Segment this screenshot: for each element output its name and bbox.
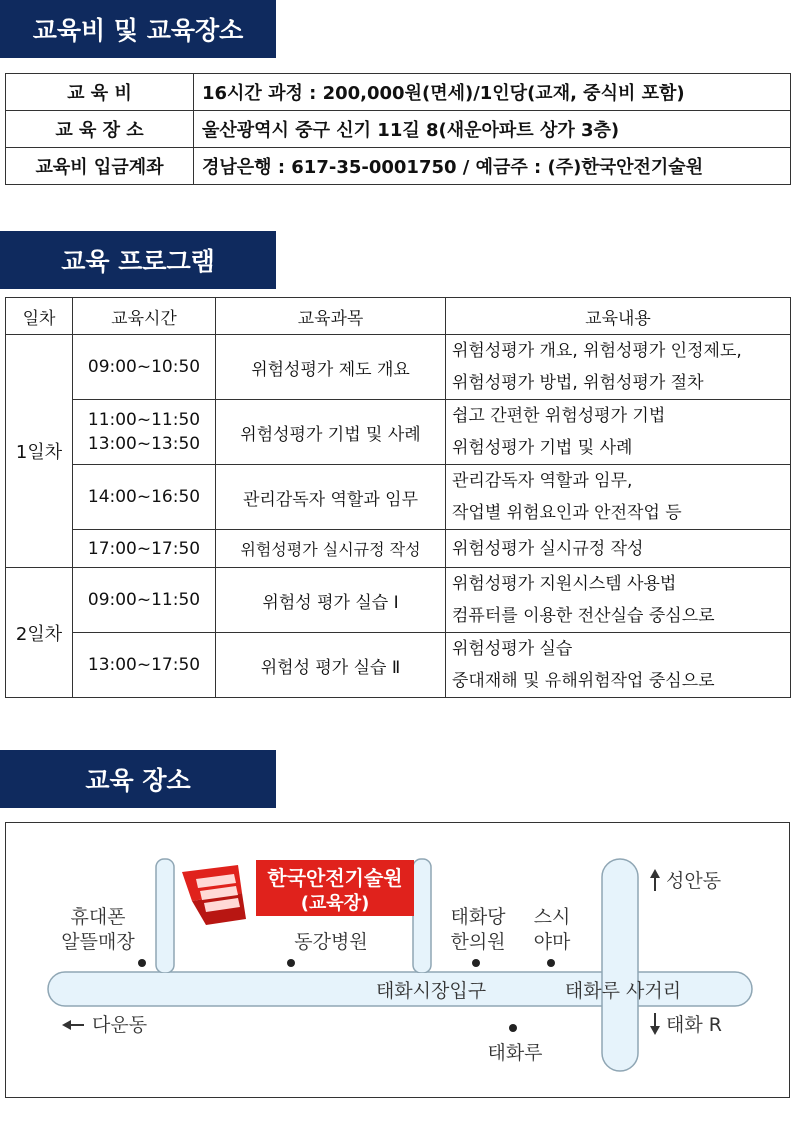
header-time: 교육시간 — [73, 298, 216, 335]
account-value: 경남은행 : 617-35-0001750 / 예금주 : (주)한국안전기술원 — [194, 148, 791, 185]
fee-row — [6, 74, 791, 111]
dot-hospital — [287, 959, 295, 967]
table-row — [6, 465, 791, 530]
content-line: 관리감독자 역할과 임무, — [452, 471, 633, 491]
content-line: 위험성평가 실습 — [452, 639, 573, 659]
time-cell: 09:00~10:50 — [73, 335, 216, 400]
subject-cell: 관리감독자 역할과 임무 — [216, 465, 446, 530]
header-day: 일차 — [6, 298, 73, 335]
label-clinic-2: 한의원 — [450, 931, 506, 953]
content-line: 중대재해 및 유해위험작업 중심으로 — [452, 671, 715, 691]
time-cell — [73, 400, 216, 465]
day-1: 1일차 — [6, 335, 73, 568]
content-line: 쉽고 간편한 위험성평가 기법 — [452, 406, 666, 426]
label-daun: 다운동 — [92, 1014, 148, 1036]
content-line: 작업별 위험요인과 안전작업 등 — [452, 503, 682, 523]
table-row — [6, 335, 791, 400]
dot-clinic — [472, 959, 480, 967]
content-line: 컴퓨터를 이용한 전산실습 중심으로 — [452, 606, 715, 626]
label-taehwaru: 태화루 — [487, 1042, 543, 1064]
account-row — [6, 148, 791, 185]
table-row — [6, 400, 791, 465]
content-line: 위험성평가 개요, 위험성평가 인정제도, — [452, 341, 742, 361]
content-cell — [446, 400, 791, 465]
time-cell: 14:00~16:50 — [73, 465, 216, 530]
institute-sub: (교육장) — [300, 893, 370, 914]
label-clinic-1: 태화당 — [450, 906, 506, 928]
time-line: 13:00~13:50 — [87, 434, 201, 454]
label-intersection: 태화루 사거리 — [564, 980, 682, 1002]
time-cell: 17:00~17:50 — [73, 530, 216, 568]
header-content: 교육내용 — [446, 298, 791, 335]
subject-cell: 위험성 평가 실습 Ⅱ — [216, 633, 446, 698]
label-taehwa-r: 태화 R — [666, 1014, 722, 1036]
label-phone-shop-1: 휴대폰 — [70, 906, 126, 928]
label-sushi-1: 스시 — [533, 906, 571, 928]
day-2: 2일차 — [6, 568, 73, 698]
table-row — [6, 633, 791, 698]
content-cell — [446, 465, 791, 530]
road-left-vertical — [156, 859, 174, 973]
content-cell — [446, 633, 791, 698]
dot-sushi — [547, 959, 555, 967]
label-market: 태화시장입구 — [375, 980, 487, 1002]
content-line: 위험성평가 방법, 위험성평가 절차 — [452, 373, 704, 393]
dot-taehwaru — [509, 1024, 517, 1032]
fee-table — [5, 73, 791, 185]
label-sushi-2: 야마 — [533, 931, 571, 953]
fee-section-title: 교육비 및 교육장소 — [0, 0, 276, 58]
label-phone-shop-2: 알뜰매장 — [61, 931, 135, 953]
time-cell: 09:00~11:50 — [73, 568, 216, 633]
road-mid-vertical — [413, 859, 431, 973]
content-line: 위험성평가 실시규정 작성 — [452, 538, 644, 559]
fee-label: 교 육 비 — [6, 74, 194, 111]
content-cell — [446, 335, 791, 400]
table-row — [6, 568, 791, 633]
location-label: 교 육 장 소 — [6, 111, 194, 148]
road-right-vertical — [602, 859, 638, 1071]
location-section-title: 교육 장소 — [0, 750, 276, 808]
program-table — [5, 297, 791, 698]
content-cell — [446, 568, 791, 633]
institute-name: 한국안전기술원 — [267, 866, 403, 890]
label-hospital: 동강병원 — [294, 931, 368, 953]
program-header-row — [6, 298, 791, 335]
content-cell — [446, 530, 791, 568]
account-label: 교육비 입금계좌 — [6, 148, 194, 185]
fee-value: 16시간 과정 : 200,000원(면세)/1인당(교재, 중식비 포함) — [194, 74, 791, 111]
subject-cell: 위험성평가 기법 및 사례 — [216, 400, 446, 465]
content-line: 위험성평가 지원시스템 사용법 — [452, 574, 677, 594]
subject-cell: 위험성평가 제도 개요 — [216, 335, 446, 400]
content-line: 위험성평가 기법 및 사례 — [452, 438, 633, 458]
time-line: 11:00~11:50 — [87, 410, 201, 430]
time-cell: 13:00~17:50 — [73, 633, 216, 698]
location-map — [5, 822, 790, 1098]
dot-phone-shop — [138, 959, 146, 967]
header-subject: 교육과목 — [216, 298, 446, 335]
program-section-title: 교육 프로그램 — [0, 231, 276, 289]
table-row — [6, 530, 791, 568]
subject-cell: 위험성평가 실시규정 작성 — [216, 530, 446, 568]
label-seongan: 성안동 — [666, 870, 722, 892]
location-value: 울산광역시 중구 신기 11길 8(새운아파트 상가 3층) — [194, 111, 791, 148]
subject-cell: 위험성 평가 실습 Ⅰ — [216, 568, 446, 633]
location-row — [6, 111, 791, 148]
